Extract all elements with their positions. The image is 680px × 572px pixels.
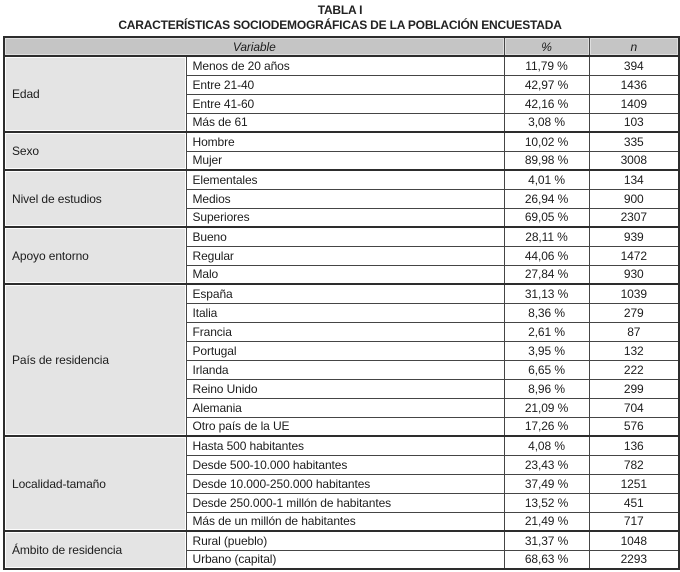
- category-cell: Reino Unido: [186, 379, 504, 398]
- n-cell: 134: [589, 170, 679, 189]
- n-cell: 2293: [589, 550, 679, 569]
- percent-cell: 68,63 %: [504, 550, 589, 569]
- variable-group-label: Sexo: [4, 132, 186, 170]
- n-cell: 3008: [589, 151, 679, 170]
- n-cell: 87: [589, 322, 679, 341]
- n-cell: 279: [589, 303, 679, 322]
- category-cell: Irlanda: [186, 360, 504, 379]
- category-cell: Más de 61: [186, 113, 504, 132]
- sociodemographic-table: [3, 36, 680, 570]
- percent-cell: 26,94 %: [504, 189, 589, 208]
- category-cell: Desde 500-10.000 habitantes: [186, 455, 504, 474]
- percent-cell: 13,52 %: [504, 493, 589, 512]
- table-row: [4, 436, 679, 455]
- percent-cell: 3,95 %: [504, 341, 589, 360]
- n-cell: 1409: [589, 94, 679, 113]
- n-cell: 2307: [589, 208, 679, 227]
- table-row: [4, 531, 679, 550]
- variable-group-label: Edad: [4, 56, 186, 132]
- percent-cell: 4,01 %: [504, 170, 589, 189]
- percent-cell: 3,08 %: [504, 113, 589, 132]
- category-cell: Otro país de la UE: [186, 417, 504, 436]
- percent-cell: 42,16 %: [504, 94, 589, 113]
- n-cell: 132: [589, 341, 679, 360]
- category-cell: Más de un millón de habitantes: [186, 512, 504, 531]
- n-cell: 222: [589, 360, 679, 379]
- percent-cell: 28,11 %: [504, 227, 589, 246]
- percent-cell: 8,96 %: [504, 379, 589, 398]
- table-body: [4, 56, 679, 569]
- percent-cell: 2,61 %: [504, 322, 589, 341]
- n-cell: 1436: [589, 75, 679, 94]
- n-cell: 900: [589, 189, 679, 208]
- table-row: [4, 132, 679, 151]
- category-cell: Entre 41-60: [186, 94, 504, 113]
- n-cell: 103: [589, 113, 679, 132]
- category-cell: Bueno: [186, 227, 504, 246]
- category-cell: Francia: [186, 322, 504, 341]
- percent-cell: 6,65 %: [504, 360, 589, 379]
- n-cell: 335: [589, 132, 679, 151]
- variable-group-label: Localidad-tamaño: [4, 436, 186, 531]
- category-cell: Hombre: [186, 132, 504, 151]
- n-cell: 939: [589, 227, 679, 246]
- category-cell: Menos de 20 años: [186, 56, 504, 75]
- variable-group-label: Apoyo entorno: [4, 227, 186, 284]
- percent-cell: 4,08 %: [504, 436, 589, 455]
- percent-cell: 31,13 %: [504, 284, 589, 303]
- table-title-line1: TABLA I: [317, 3, 363, 17]
- category-cell: Superiores: [186, 208, 504, 227]
- category-cell: Elementales: [186, 170, 504, 189]
- n-cell: 782: [589, 455, 679, 474]
- table-title: [0, 3, 680, 33]
- n-cell: 1472: [589, 246, 679, 265]
- percent-cell: 27,84 %: [504, 265, 589, 284]
- percent-cell: 17,26 %: [504, 417, 589, 436]
- category-cell: España: [186, 284, 504, 303]
- variable-group-label: Ámbito de residencia: [4, 531, 186, 569]
- table-row: [4, 284, 679, 303]
- category-cell: Rural (pueblo): [186, 531, 504, 550]
- percent-cell: 23,43 %: [504, 455, 589, 474]
- n-cell: 576: [589, 417, 679, 436]
- table-row: [4, 227, 679, 246]
- percent-cell: 89,98 %: [504, 151, 589, 170]
- header-variable: Variable: [4, 37, 504, 56]
- percent-cell: 37,49 %: [504, 474, 589, 493]
- category-cell: Hasta 500 habitantes: [186, 436, 504, 455]
- percent-cell: 10,02 %: [504, 132, 589, 151]
- category-cell: Malo: [186, 265, 504, 284]
- percent-cell: 21,49 %: [504, 512, 589, 531]
- n-cell: 451: [589, 493, 679, 512]
- n-cell: 394: [589, 56, 679, 75]
- category-cell: Portugal: [186, 341, 504, 360]
- n-cell: 704: [589, 398, 679, 417]
- category-cell: Mujer: [186, 151, 504, 170]
- n-cell: 1251: [589, 474, 679, 493]
- variable-group-label: País de residencia: [4, 284, 186, 436]
- n-cell: 299: [589, 379, 679, 398]
- n-cell: 717: [589, 512, 679, 531]
- category-cell: Alemania: [186, 398, 504, 417]
- n-cell: 1048: [589, 531, 679, 550]
- category-cell: Italia: [186, 303, 504, 322]
- percent-cell: 31,37 %: [504, 531, 589, 550]
- table-title-line2: CARACTERÍSTICAS SOCIODEMOGRÁFICAS DE LA POBLACIÓN ENCUESTADA: [118, 18, 562, 32]
- n-cell: 930: [589, 265, 679, 284]
- category-cell: Regular: [186, 246, 504, 265]
- category-cell: Urbano (capital): [186, 550, 504, 569]
- n-cell: 136: [589, 436, 679, 455]
- category-cell: Desde 250.000-1 millón de habitantes: [186, 493, 504, 512]
- percent-cell: 21,09 %: [504, 398, 589, 417]
- table-row: [4, 56, 679, 75]
- table-row: [4, 170, 679, 189]
- n-cell: 1039: [589, 284, 679, 303]
- variable-group-label: Nivel de estudios: [4, 170, 186, 227]
- category-cell: Entre 21-40: [186, 75, 504, 94]
- percent-cell: 69,05 %: [504, 208, 589, 227]
- percent-cell: 42,97 %: [504, 75, 589, 94]
- percent-cell: 8,36 %: [504, 303, 589, 322]
- percent-cell: 44,06 %: [504, 246, 589, 265]
- table-header-row: [4, 37, 679, 56]
- percent-cell: 11,79 %: [504, 56, 589, 75]
- header-n: n: [589, 37, 679, 56]
- category-cell: Medios: [186, 189, 504, 208]
- category-cell: Desde 10.000-250.000 habitantes: [186, 474, 504, 493]
- header-percent: %: [504, 37, 589, 56]
